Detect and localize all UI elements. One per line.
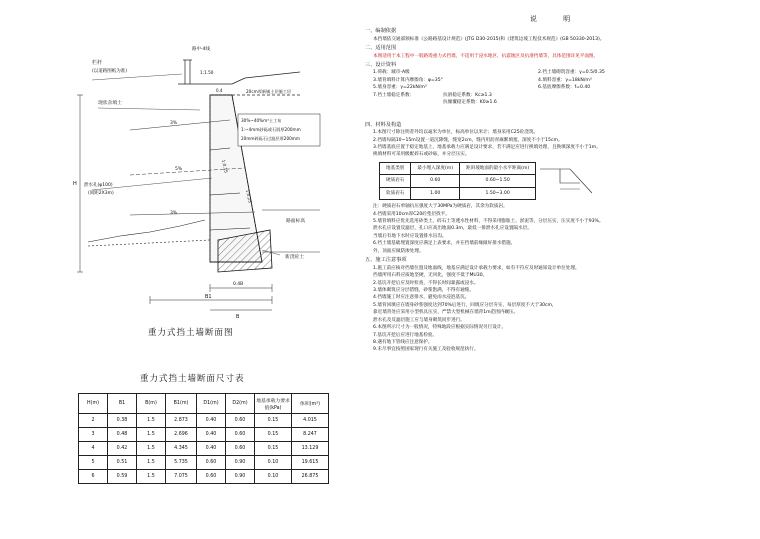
foundation-sketch — [536, 163, 596, 199]
note-line: 本挡墙依交通部颁标准《公路路基设计规范》(JTG D30-2015)和《建筑边坡工程技术规范》(GB 50330-2013)。 — [373, 36, 605, 42]
table-cell: 0.15 — [255, 414, 292, 428]
table-cell: 0.59 — [108, 470, 137, 484]
foundation-depth-table — [379, 162, 536, 200]
table-cell: 5 — [79, 456, 108, 470]
backfill-note-1: 30%~40%m³土工布 — [241, 118, 282, 123]
table-header: H(m) — [79, 394, 108, 414]
batter-back-label: 1:0.25 — [245, 189, 253, 204]
note-line: 5.墙背回填应在墙身砂浆强度达到70%后进行，回填应分层夯实，每层厚度不大于30cm， — [373, 302, 557, 308]
note-line: 9.未尽事宜按照国家现行有关施工及验收规范执行。 — [373, 347, 479, 353]
dim-b1-label: B1 — [205, 294, 212, 300]
table-cell: 0.48 — [108, 428, 137, 442]
table-cell: 4.015 — [292, 414, 329, 428]
table-cell: 0.60 — [411, 175, 460, 187]
note-line: 换填材料可采用级配碎石或砂砾，并分层压实。 — [373, 152, 470, 158]
table-cell: 4.345 — [166, 442, 197, 456]
stability-row — [365, 99, 747, 106]
table-row — [79, 456, 329, 470]
table-cell: 26.875 — [292, 470, 329, 484]
table-row — [79, 428, 329, 442]
table-cell: 0.42 — [108, 442, 137, 456]
slope-5pct: 5% — [175, 167, 183, 172]
table-cell: 1.5 — [137, 456, 166, 470]
note-line: 1.本图尺寸除注明者外均以毫米为单位，标高单位以米计；墙身采用C25砼浇筑。 — [373, 130, 539, 136]
table-cell: 2 — [79, 414, 108, 428]
slope-3pct-a: 3% — [170, 121, 178, 126]
note-line: 靠近墙背处应采用小型机具压实，严禁大型机械在墙背1m范围内碾压。 — [373, 310, 519, 316]
table-row — [79, 414, 329, 428]
note-line: 4.挡墙采用10cm厚C20砼垫层找平。 — [373, 211, 450, 217]
table-cell: 8.247 — [292, 428, 329, 442]
table-cell: 1.5 — [137, 414, 166, 428]
stability-item: 抗倾覆稳定系数：K0≥1.6 — [443, 100, 497, 106]
table-header: D1(m) — [197, 394, 226, 414]
note-line: 2.挡墙每隔10~15m设置一道沉降缝，缝宽2cm，缝内用沥青麻絮填塞，深度不小于15cm。 — [373, 137, 563, 143]
table-row — [79, 442, 329, 456]
note-line: 泄水孔及反滤层施工应与墙身砌筑同步进行。 — [373, 317, 465, 323]
note-line: 5.墙背填料应优先选用砂类土、碎石土等透水性材料，不得采用膨胀土、淤泥等，分层压实，压实度不小于93%。 — [373, 219, 604, 225]
table-header: B(m) — [137, 394, 166, 414]
table-cell: 0.10 — [255, 456, 292, 470]
foundation-label: 新浇砼土 — [285, 255, 305, 260]
table-cell: 0.40 — [197, 442, 226, 456]
table-cell: 7.075 — [166, 470, 197, 484]
section-4-title: 四、材料及构造 — [365, 121, 402, 128]
section-1-title: 一、编制依据 — [365, 28, 397, 35]
table-row — [79, 470, 329, 484]
table-header: 地基类别 — [380, 162, 411, 174]
note-line: 当墙后有地下水时应设置排水盲沟。 — [373, 233, 447, 239]
table-title: 重力式挡土墙断面尺寸表 — [140, 374, 245, 384]
notes-title: 说 明 — [529, 15, 583, 23]
table-cell: 0.51 — [108, 456, 137, 470]
stability-title: 7.挡土墙稳定系数： — [373, 92, 415, 98]
road-edge-label: 路中-4线 — [192, 47, 210, 52]
design-item: 5.墙身容重：γ=22kN/m³ — [373, 85, 427, 91]
table-cell: 1.5 — [137, 470, 166, 484]
table-header: 体积(m³) — [292, 394, 329, 414]
top-backfill-label: 现状杂填土 — [98, 101, 122, 106]
table-cell: 13.129 — [292, 442, 329, 456]
dimension-table — [78, 393, 329, 484]
foundation-table-block — [365, 159, 747, 203]
table-header: 距斜坡地面的最小水平距离(m) — [460, 162, 536, 174]
note-line: 1.施工前应核对挡墙位置及地面线，地基应满足设计承载力要求，如有不符应及时通知设计单位处理。 — [373, 265, 580, 271]
table-cell: 软质岩石 — [380, 187, 411, 199]
note-line: 6.挡土墙基础埋置深度应满足上表要求，并在挡墙前缘做好排水措施。 — [373, 241, 516, 247]
table-cell: 0.40 — [197, 414, 226, 428]
stability-item: 抗滑稳定系数：Kc≥1.3 — [443, 92, 492, 98]
batter-top-label: 1:0.15 — [221, 159, 229, 174]
railing-label: 栏杆 — [92, 60, 103, 66]
table-cell: 0.15 — [255, 442, 292, 456]
design-row — [365, 84, 747, 91]
design-row — [365, 69, 747, 76]
table-header: B1(m) — [166, 394, 197, 414]
table-header: 最小埋入深度(m) — [411, 162, 460, 174]
ground-terrain — [88, 220, 210, 246]
note-line: 3.挡墙基底应置于稳定地基上，地基承载力应满足设计要求，若不满足应进行换填处理，且换填深度不小于1m。 — [373, 144, 601, 150]
note-line: 7.基坑开挖后应进行地基检验。 — [373, 332, 438, 338]
note-line: 4.挡墙施工时应注意排水，避免雨水浸泡基坑。 — [373, 295, 470, 301]
stability-row — [365, 92, 747, 99]
table-header-row — [79, 394, 329, 414]
design-item: 4.填料容重：γ=18kN/m³ — [538, 77, 592, 83]
height-label: H — [73, 181, 77, 187]
note-line: 本图适用于本工程中一般路堤重力式挡墙，不适用于浸水地区、抗震地区及抗滑挡墙等，具体范围详见平面图。 — [373, 53, 599, 59]
table-header: 地基承载力要求值(kPa) — [255, 394, 292, 414]
table-cell: 0.60 — [226, 428, 255, 442]
table-cell: 2.696 — [166, 428, 197, 442]
table-cell: 1.00 — [411, 187, 460, 199]
table-cell: 0.60~1.50 — [460, 175, 536, 187]
table-cell: 0.60 — [226, 442, 255, 456]
pavement-label: 20cm厚新铺土层施工层 — [246, 89, 292, 94]
table-cell: 5.735 — [166, 456, 197, 470]
note-line: 泄水孔应设置反滤层，孔口应高出地面0.3m，最低一排泄水孔应设置隔水层。 — [373, 226, 532, 232]
table-row — [380, 175, 536, 187]
table-cell: 0.60 — [226, 414, 255, 428]
note-line: 注：硬质岩石单轴抗压强度大于30MPa为硬质岩，其余为软质岩。 — [373, 204, 508, 210]
table-cell: 0.60 — [197, 470, 226, 484]
design-item: 3.墙背填料计算内摩擦角：φ=35° — [373, 77, 443, 83]
note-line: 3.墙体砌筑应分层错缝，砂浆饱满，不得有通缝。 — [373, 287, 474, 293]
table-cell: 1.50~3.00 — [460, 187, 536, 199]
design-row — [365, 77, 747, 84]
table-cell: 0.40 — [197, 428, 226, 442]
drain-note-1: 泄水孔(φ100) — [84, 183, 113, 188]
table-cell: 3 — [79, 428, 108, 442]
table-cell: 0.38 — [108, 414, 137, 428]
railing-note: (以道路图纸为准) — [92, 69, 128, 74]
design-item: 1.荷载：城市-A级 — [373, 70, 410, 76]
table-cell: 4 — [79, 442, 108, 456]
backfill-note-3: 20mm碎砾石过滤层厚200mm — [241, 136, 300, 141]
slope-ratio-label: 1:1.50 — [200, 70, 214, 75]
section-3-title: 三、设计资料 — [365, 62, 397, 69]
backfill-note-2: 1:~4mm砂砾或石屑厚200mm — [241, 127, 301, 132]
note-line: 8.遇有地下管线应注意保护。 — [373, 340, 433, 345]
table-cell: 19.615 — [292, 456, 329, 470]
grade-label: 路面标高 — [286, 219, 306, 224]
section-2-title: 二、适用范围 — [365, 45, 397, 52]
table-cell: 硬质岩石 — [380, 175, 411, 187]
note-line: 6.本图所示尺寸为一般情况，特殊地段应根据实际情况另行设计。 — [373, 325, 507, 331]
table-cell: 1.5 — [137, 428, 166, 442]
drain-note-2: (间距2X3m) — [88, 191, 114, 196]
dim-b-label: 0.4B — [233, 282, 244, 287]
dim-width-top: 0.4 — [216, 88, 223, 93]
table-cell: 0.90 — [226, 456, 255, 470]
table-cell: 0.90 — [226, 470, 255, 484]
table-cell: 2.873 — [166, 414, 197, 428]
notes-panel — [365, 14, 747, 354]
note-line: 挡墙所用石料应质地坚硬，无风化，强度不低于MU30。 — [373, 273, 488, 279]
table-header: B1 — [108, 394, 137, 414]
design-item: 2.挡土墙砌筑容重：γ=0.5/0.35 — [538, 70, 605, 76]
table-cell: 0.60 — [197, 456, 226, 470]
table-cell: 0.10 — [255, 470, 292, 484]
design-item: 6.基底摩擦系数：f=0.40 — [538, 85, 591, 91]
slope-3pct-b: 3% — [170, 211, 178, 216]
section-title: 重力式挡土墙断面图 — [148, 328, 234, 338]
table-header-row — [380, 162, 536, 174]
table-cell: 6 — [79, 470, 108, 484]
table-cell: 0.15 — [255, 428, 292, 442]
note-line: 外，顶面应做防渗处理。 — [373, 248, 424, 254]
dim-b2-label: B — [236, 314, 240, 320]
table-cell: 1.5 — [137, 442, 166, 456]
table-header: D2(m) — [226, 394, 255, 414]
note-line: 2.基坑开挖后应及时检查，不得长时间暴露或浸水。 — [373, 280, 479, 286]
table-row — [380, 187, 536, 199]
section-5-title: 五、施工注意事项 — [365, 257, 407, 264]
